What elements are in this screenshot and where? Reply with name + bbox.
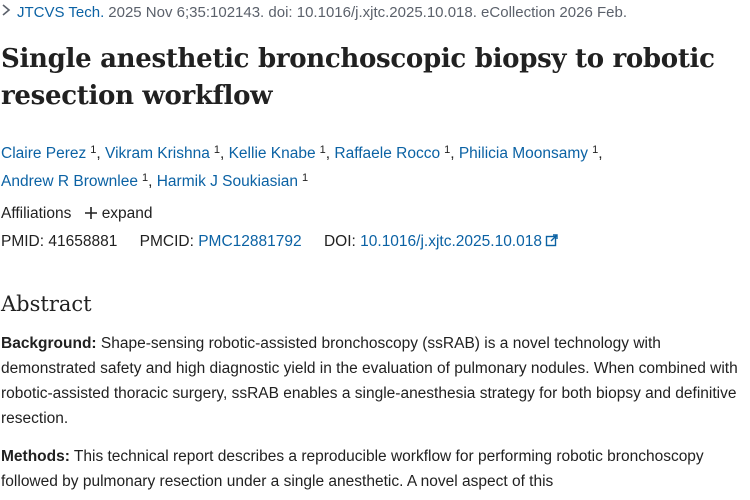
affiliation-number[interactable]: 1 (319, 144, 326, 156)
doi-link[interactable]: 10.1016/j.xjtc.2025.10.018 (360, 233, 558, 250)
abstract-heading: Abstract (1, 292, 92, 316)
affiliation-number[interactable]: 1 (302, 172, 309, 184)
journal-link[interactable]: JTCVS Tech. (17, 4, 105, 21)
background-label: Background: (1, 335, 97, 352)
pmcid-link[interactable]: PMC12881792 (198, 233, 302, 250)
author-link[interactable]: Andrew R Brownlee $^1$ (1, 172, 149, 190)
external-link-icon (545, 233, 558, 246)
affiliation-number[interactable]: 1 (90, 144, 97, 156)
affiliation-number[interactable]: 1 (444, 144, 451, 156)
pmid-label: PMID: (1, 233, 45, 250)
author-list: Claire Perez $^1$, Vikram Krishna $^1$, Kellie Knabe $^1$, Raffaele Rocco $^1$, Philicia Moonsamy $^1$, Andrew R Brownlee $^1$, Harmik J Soukiasian $^1$ (1, 144, 603, 190)
methods-text: This technical report describes a reproducible workflow for performing robotic bronchoscopy followed by pulmonary resection under a single anesthetic. A novel aspect of this (1, 448, 704, 490)
affiliations-label: Affiliations (1, 205, 72, 222)
doi-label: DOI: (323, 233, 356, 250)
author-link[interactable]: Vikram Krishna $^1$ (105, 144, 220, 162)
pmcid-label: PMCID: (139, 233, 194, 250)
author-link[interactable]: Kellie Knabe $^1$ (228, 144, 326, 162)
author-link[interactable]: Raffaele Rocco $^1$ (334, 144, 451, 162)
author-link[interactable]: Philicia Moonsamy $^1$ (458, 144, 599, 162)
article-title: Single anesthetic bronchoscopic biopsy to robotic resection workflow (1, 44, 715, 111)
abstract-background (1, 331, 746, 431)
plus-icon (84, 206, 98, 220)
background-text: Shape-sensing robotic-assisted bronchoscopy (ssRAB) is a novel technology with demonstrated safety and high diagnostic yield in the evaluation of pulmonary nodules. When combined with robotic-assisted thoracic surgery, ssRAB enables a single-anesthesia strategy for both biopsy and definitive resection. (1, 335, 738, 427)
identifiers-row (1, 232, 558, 252)
affiliation-number[interactable]: 1 (141, 172, 149, 184)
chevron-right-icon[interactable] (1, 3, 13, 23)
citation-details: 2025 Nov 6;35:102143. doi: 10.1016/j.xjtc.2025.10.018. eCollection 2026 Feb. (108, 4, 627, 21)
pmid-value: 41658881 (48, 233, 118, 250)
methods-label: Methods: (1, 448, 70, 465)
author-link[interactable]: Harmik J Soukiasian $^1$ (156, 172, 309, 190)
affiliations-row (1, 204, 153, 224)
affiliation-number[interactable]: 1 (592, 144, 599, 156)
affiliation-number[interactable]: 1 (213, 144, 220, 156)
expand-affiliations-button[interactable]: expand (84, 205, 153, 222)
abstract-methods (1, 444, 746, 494)
citation-line (1, 3, 627, 23)
author-link[interactable]: Claire Perez $^1$ (1, 144, 97, 162)
